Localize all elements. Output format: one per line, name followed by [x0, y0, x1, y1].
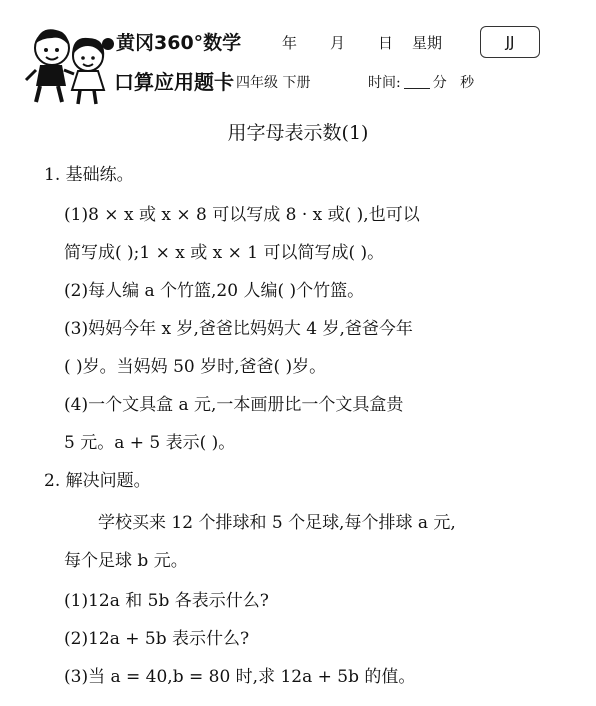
question-2-3: (3)当 a = 40,b = 80 时,求 12a + 5b 的值。	[64, 667, 416, 687]
brand-title: 黄冈360°数学	[116, 32, 242, 54]
question-2-1: (1)12a 和 5b 各表示什么?	[64, 591, 269, 611]
brand-subtitle: 口算应用题卡	[114, 70, 234, 94]
time-field	[368, 72, 474, 92]
date-day-label: 日	[378, 34, 394, 52]
date-week-label: 星期	[412, 34, 443, 52]
question-1-4-line-2: 5 元。a + 5 表示( )。	[64, 433, 236, 453]
problem-2-line-1: 学校买来 12 个排球和 5 个足球,每个排球 a 元,	[98, 513, 456, 533]
lesson-title: 用字母表示数(1)	[227, 122, 369, 144]
problem-2-line-2: 每个足球 b 元。	[64, 551, 188, 571]
question-1-3-line-1: (3)妈妈今年 x 岁,爸爸比妈妈大 4 岁,爸爸今年	[64, 319, 413, 339]
time-minute-label: 分	[432, 75, 447, 91]
question-1-4-line-1: (4)一个文具盒 a 元,一本画册比一个文具盒贵	[64, 395, 404, 415]
section-1-heading: 1. 基础练。	[44, 165, 134, 185]
cartoon-kids-logo	[22, 22, 118, 106]
worksheet-header	[0, 0, 596, 108]
section-2-heading: 2. 解决问题。	[44, 471, 151, 491]
question-1-1-line-2: 简写成( );1 × x 或 x × 1 可以简写成( )。	[64, 243, 385, 263]
question-1-1-line-1: (1)8 × x 或 x × 8 可以写成 8 · x 或( ),也可以	[64, 205, 420, 225]
date-month-label: 月	[330, 34, 346, 52]
date-year-label: 年	[282, 34, 298, 52]
time-label: 时间:	[368, 75, 401, 91]
grade-label: 四年级 下册	[236, 75, 311, 91]
time-second-label: 秒	[460, 75, 475, 91]
question-2-2: (2)12a + 5b 表示什么?	[64, 629, 250, 649]
edition-badge: JJ	[480, 26, 540, 58]
question-1-3-line-2: ( )岁。当妈妈 50 岁时,爸爸( )岁。	[64, 357, 327, 377]
time-blank	[404, 88, 430, 89]
question-1-2: (2)每人编 a 个竹篮,20 人编( )个竹篮。	[64, 281, 365, 301]
